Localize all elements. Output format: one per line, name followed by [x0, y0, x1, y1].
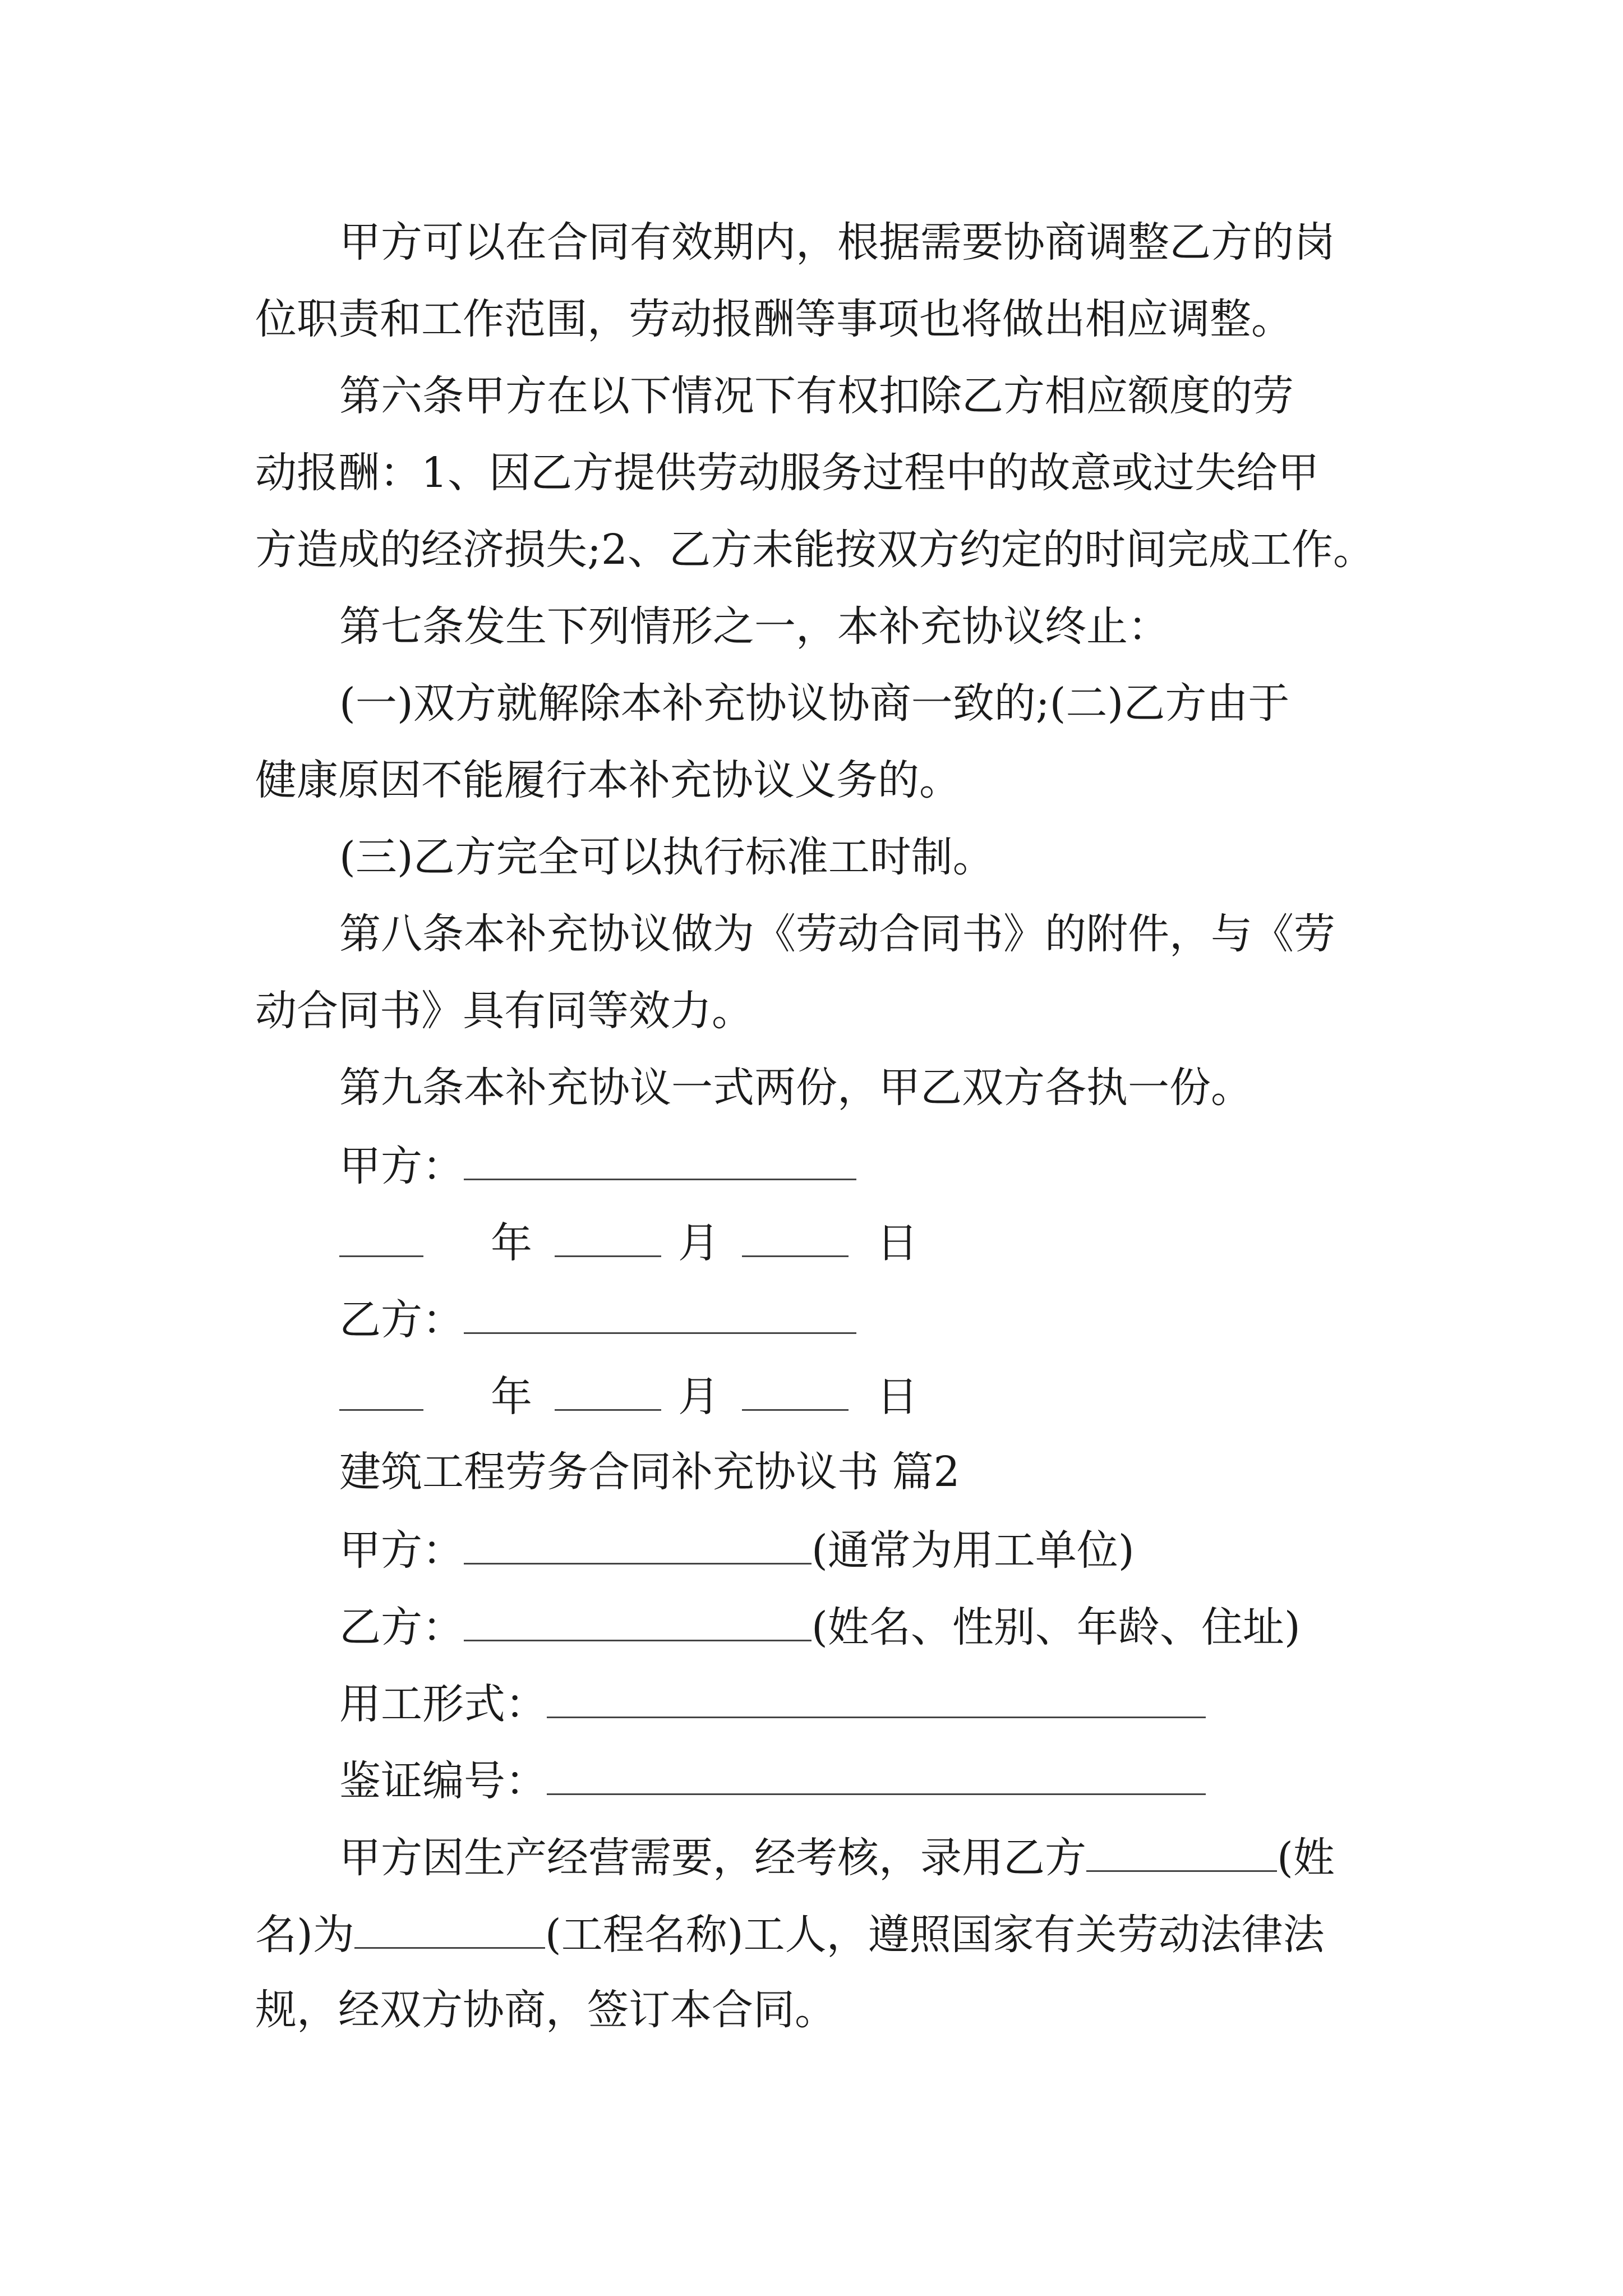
name-blank[interactable] [1086, 1835, 1277, 1872]
paragraph-line: (一)双方就解除本补充协议协商一致的;(二)乙方由于 [339, 679, 1290, 728]
intro-text: 名)为 [255, 1911, 354, 1959]
month-label: 月 [678, 1373, 720, 1421]
party-b-label: 乙方： [339, 1296, 464, 1344]
intro-line-2 [255, 1911, 1325, 1959]
paragraph-line: (三)乙方完全可以执行标准工时制。 [339, 833, 994, 881]
month-blank[interactable] [555, 1221, 661, 1257]
intro-text: 甲方因生产经营需要，经考核，录用乙方 [339, 1834, 1086, 1882]
cert-no-blank[interactable] [547, 1759, 1206, 1795]
paragraph-line: 第九条本补充协议一式两份，甲乙双方各执一份。 [339, 1064, 1252, 1112]
paragraph-line: 动报酬：1、因乙方提供劳动服务过程中的故意或过失给甲 [255, 449, 1320, 497]
paragraph-line: 甲方可以在合同有效期内，根据需要协商调整乙方的岗 [339, 218, 1335, 266]
paragraph-line: 第八条本补充协议做为《劳动合同书》的附件，与《劳 [339, 910, 1335, 958]
intro-text: (姓 [1277, 1834, 1335, 1882]
project-name-blank[interactable] [354, 1912, 545, 1949]
day-blank[interactable] [742, 1374, 849, 1411]
day-blank[interactable] [742, 1221, 849, 1257]
intro-line-3: 规，经双方协商，签订本合同。 [255, 1986, 836, 2034]
day-label: 日 [877, 1373, 918, 1421]
paragraph-line: 第七条发生下列情形之一，本补充协议终止： [339, 602, 1169, 651]
party-b-date-row [339, 1373, 918, 1421]
paragraph-line: 方造成的经济损失;2、乙方未能按双方约定的时间完成工作。 [255, 526, 1375, 574]
party-a-label: 甲方： [339, 1526, 464, 1575]
party-b-note: (姓名、性别、年龄、住址) [811, 1603, 1301, 1651]
year-blank[interactable] [339, 1374, 423, 1411]
party-a-signature-blank[interactable] [464, 1144, 856, 1180]
paragraph-line: 动合同书》具有同等效力。 [255, 987, 753, 1035]
party-a-blank[interactable] [464, 1528, 811, 1565]
party-a-label: 甲方： [339, 1142, 464, 1190]
section-heading: 建筑工程劳务合同补充协议书 篇2 [339, 1448, 960, 1496]
day-label: 日 [877, 1219, 918, 1267]
cert-no-label: 鉴证编号： [339, 1757, 547, 1805]
year-label: 年 [491, 1373, 532, 1421]
paragraph-line: 位职责和工作范围，劳动报酬等事项也将做出相应调整。 [255, 295, 1293, 343]
paragraph-line: 第六条甲方在以下情况下有权扣除乙方相应额度的劳 [339, 372, 1294, 420]
cert-no-row [339, 1757, 1206, 1805]
month-blank[interactable] [555, 1374, 661, 1411]
party-b-signature-row [339, 1296, 856, 1344]
section2-party-a-row [339, 1526, 1135, 1575]
employment-form-label: 用工形式： [339, 1680, 547, 1728]
employment-form-blank[interactable] [547, 1682, 1206, 1718]
year-label: 年 [491, 1219, 532, 1267]
party-b-label: 乙方： [339, 1603, 464, 1651]
intro-text: (工程名称)工人，遵照国家有关劳动法律法 [545, 1911, 1325, 1959]
employment-form-row [339, 1680, 1206, 1728]
month-label: 月 [678, 1219, 720, 1267]
party-a-note: (通常为用工单位) [811, 1526, 1135, 1575]
intro-line-1 [339, 1834, 1335, 1882]
party-a-date-row [339, 1219, 918, 1267]
section2-party-b-row [339, 1603, 1301, 1651]
year-blank[interactable] [339, 1221, 423, 1257]
party-a-signature-row [339, 1142, 856, 1190]
party-b-blank[interactable] [464, 1605, 811, 1641]
paragraph-line: 健康原因不能履行本补充协议义务的。 [255, 756, 961, 804]
party-b-signature-blank[interactable] [464, 1297, 856, 1334]
